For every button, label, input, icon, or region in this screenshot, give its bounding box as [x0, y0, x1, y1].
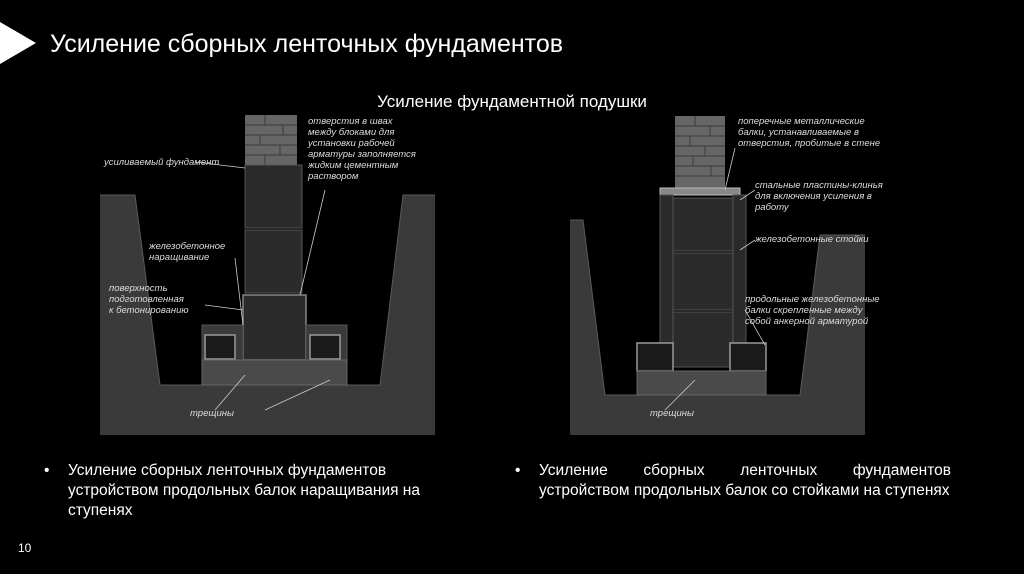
beam-left — [205, 335, 235, 359]
bullet-right: • — [515, 462, 521, 479]
page-number: 10 — [18, 541, 32, 555]
foundation-block-3 — [673, 312, 733, 367]
caption-right — [515, 461, 951, 501]
label-steel-plates: стальные пластины-клинья для включения усиления в работу — [755, 180, 883, 213]
beam-right — [730, 343, 766, 371]
slide-title: Усиление сборных ленточных фундаментов — [50, 30, 564, 58]
foundation-cushion — [202, 360, 347, 385]
label-holes: отверстия в швах между блоками для установки рабочей арматуры заполняется жидким цементным раствором — [308, 116, 416, 182]
caption-left-text: Усиление сборных ленточных фундаментов устройством продольных балок наращивания на ступенях — [68, 462, 420, 519]
label-cracks-right: трещины — [650, 408, 694, 419]
post-right — [733, 195, 746, 365]
beam-left — [637, 343, 673, 371]
foundation-block-2 — [673, 253, 733, 310]
diagram-right-drawing — [565, 110, 910, 440]
caption-right-text: Усиление сборных ленточных фундаментов устройством продольных балок со стойками на ступенях — [539, 462, 951, 499]
brick-wall — [675, 116, 725, 188]
label-concrete-extension: железобетонное наращивание — [149, 241, 226, 263]
brick-wall — [245, 115, 297, 165]
foundation-block-3 — [243, 295, 306, 360]
label-prepared-surface: поверхность подготовленная к бетонированию — [109, 283, 189, 316]
label-concrete-posts: железобетонные стойки — [755, 234, 869, 245]
label-metal-beams: поперечные металлические балки, устанавливаемые в отверстия, пробитые в стене — [738, 116, 881, 149]
label-cracks-left: трещины — [190, 408, 234, 419]
title-arrow-icon — [0, 22, 40, 64]
diagram-posts — [565, 110, 910, 440]
bullet-left: • — [44, 462, 50, 479]
post-left — [660, 195, 673, 365]
diagram-longitudinal-beams — [95, 110, 440, 440]
label-longitudinal-beams: продольные железобетонные балки скрепленные между собой анкерной арматурой — [745, 294, 880, 327]
foundation-block-1 — [245, 165, 302, 228]
foundation-block-1 — [673, 198, 733, 251]
diagram-subtitle: Усиление фундаментной подушки — [377, 92, 647, 111]
beam-right — [310, 335, 340, 359]
caption-left — [44, 461, 468, 521]
foundation-block-2 — [245, 230, 302, 293]
metal-beam — [660, 188, 740, 195]
label-reinforced-foundation: усиливаемый фундамент — [104, 157, 220, 168]
foundation-cushion — [637, 371, 766, 395]
